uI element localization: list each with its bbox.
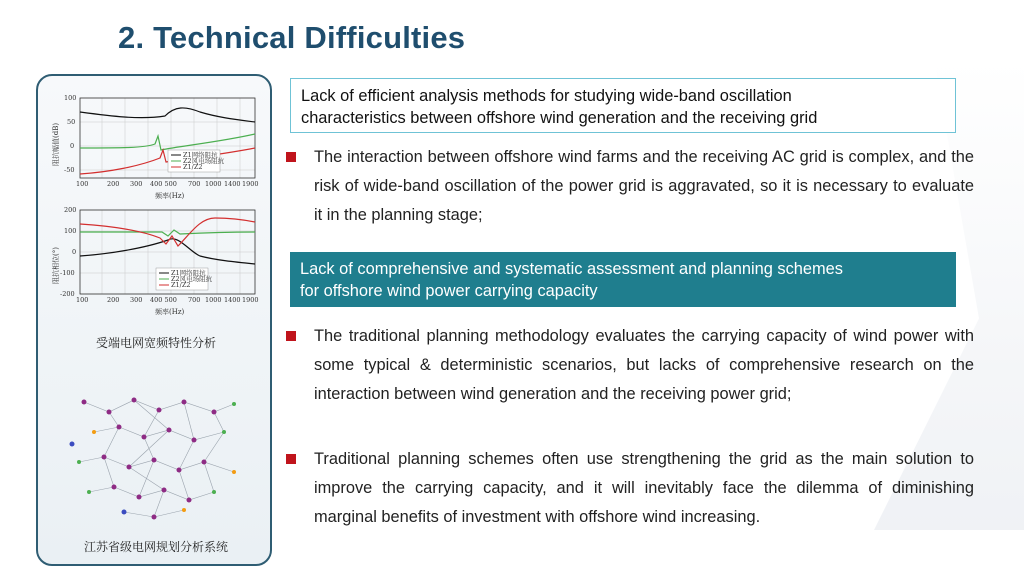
magnitude-chart-svg	[50, 88, 260, 208]
y-tick: 100	[64, 227, 77, 235]
x-tick: 1400	[224, 180, 241, 188]
x-tick: 400 500	[150, 180, 177, 188]
magnitude-plot-frame	[80, 98, 255, 178]
bullet-text: The interaction between offshore wind farms and the receiving AC grid is complex, and the risk of wide-band oscillation of the power grid is aggravated, so it is necessary to evaluate it in the planning stage;	[314, 148, 974, 224]
y-tick: 0	[72, 248, 77, 256]
y-tick: 50	[67, 118, 76, 126]
heading-line: Lack of comprehensive and systematic assessment and planning schemes	[300, 260, 843, 278]
legend-label: Z1/Z2	[171, 281, 191, 289]
y-axis-label: 阻抗相位(°)	[52, 247, 60, 284]
bullet-item	[284, 445, 974, 532]
network-graph-svg	[64, 382, 250, 532]
section-heading-assessment-schemes	[290, 252, 956, 307]
y-tick: -200	[60, 290, 75, 298]
y-tick: -50	[64, 166, 75, 174]
x-tick: 1400	[224, 296, 241, 304]
x-tick: 100	[76, 180, 89, 188]
x-axis-label: 频率(Hz)	[155, 308, 185, 316]
x-tick: 1900	[242, 296, 259, 304]
x-tick: 100	[76, 296, 89, 304]
bullet-square-icon	[286, 454, 296, 464]
y-tick: 100	[64, 94, 77, 102]
bullet-list-section2	[284, 322, 974, 409]
x-tick: 200	[107, 180, 120, 188]
legend-label: Z2风电场阻抗	[171, 275, 213, 283]
heading-line: characteristics between offshore wind generation and the receiving grid	[301, 109, 818, 127]
page-title: 2. Technical Difficulties	[118, 20, 466, 55]
x-tick: 700	[188, 296, 201, 304]
x-axis-label: 频率(Hz)	[155, 192, 185, 200]
legend-label: Z1网络阻抗	[183, 151, 218, 159]
x-tick: 700	[188, 180, 201, 188]
bullet-item	[284, 143, 974, 230]
grid-network-image	[64, 382, 250, 532]
bullet-item	[284, 322, 974, 409]
heading-line: Lack of efficient analysis methods for studying wide-band oscillation	[301, 87, 792, 105]
bullet-list-section1	[284, 143, 974, 230]
phase-chart-svg	[50, 204, 260, 324]
caption-wideband-analysis: 受端电网宽频特性分析	[95, 336, 216, 350]
caption-grid-planning-system: 江苏省级电网规划分析系统	[83, 540, 228, 554]
x-tick: 300	[130, 296, 143, 304]
legend-label: Z2风电场阻抗	[183, 157, 225, 165]
x-tick: 400 500	[150, 296, 177, 304]
impedance-magnitude-chart	[50, 88, 260, 208]
x-tick: 1000	[205, 180, 222, 188]
impedance-phase-chart	[50, 204, 260, 324]
legend-label: Z1网络阻抗	[171, 269, 206, 277]
legend-label: Z1/Z2	[183, 163, 203, 171]
x-tick: 1000	[205, 296, 222, 304]
bullet-text: The traditional planning methodology evaluates the carrying capacity of wind power with some typical & deterministic scenarios, but lacks of comprehensive research on the interaction between wind generation and the receiving power grid;	[314, 327, 974, 403]
bullet-list-section2-second	[284, 445, 974, 532]
left-image-panel	[36, 74, 272, 566]
y-axis-label: 阻抗幅值(dB)	[52, 122, 60, 166]
bullet-square-icon	[286, 331, 296, 341]
bullet-text: Traditional planning schemes often use strengthening the grid as the main solution to improve the carrying capacity, and it will inevitably face the dilemma of diminishing marginal benefits of investment with offshore wind increasing.	[314, 450, 974, 526]
y-tick: 200	[64, 206, 77, 214]
x-tick: 200	[107, 296, 120, 304]
bullet-square-icon	[286, 152, 296, 162]
black-series	[80, 108, 255, 122]
green-series	[80, 134, 255, 150]
x-tick: 1900	[242, 180, 259, 188]
section-heading-analysis-methods	[290, 78, 956, 133]
y-tick: -100	[60, 269, 75, 277]
heading-line: for offshore wind power carrying capacity	[300, 282, 598, 300]
magnitude-gridlines	[80, 98, 255, 178]
x-tick: 300	[130, 180, 143, 188]
y-tick: 0	[70, 142, 75, 150]
